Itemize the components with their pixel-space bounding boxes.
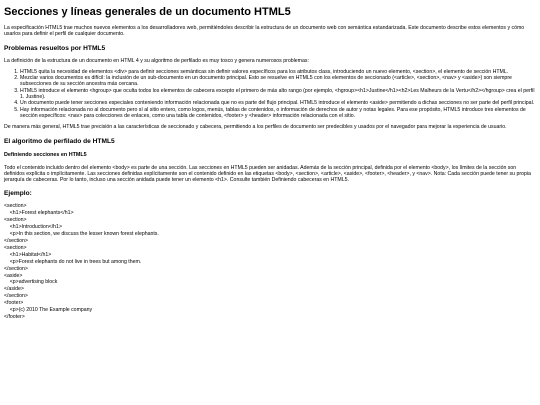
list-item: 1. HTML5 quita la necesidad de elementos <div> para definir secciones semánticas sin definir valores específicos para los atributos class, introduciendo un nuevo elemento, <section>, el elemento de sección HTML.	[20, 69, 536, 75]
algorithm-text: Todo el contenido incluido dentro del elemento <body> es parte de una sección. Las secciones en HTML5 pueden ser anidadas. Además de la sección principal, definida por el elemento <body>, los límites de la sección son definidos explícita o implícitamente. Las secciones definidas explícitamente son el contenido definido en las etiquetas <body>, <section>, <article>, <aside>, <footer>, <header>, y <nav>. Nota: Cada sección puede tener su propia jerarquía de cabeceras. Por lo tanto, incluso una sección anidada puede tener un elemento <h1>. Consulte también Definiendo cabeceras en HTML5.	[4, 164, 531, 184]
algorithm-heading: El algoritmo de perfilado de HTML5	[4, 137, 115, 145]
list-item: 3. HTML5 introduce el elemento <hgroup> que oculta todos los elementos de cabecera excepto el primero de más alto rango (por ejemplo, <hgroup><h1>Justine</h1><h2>Les Malheurs de la Vertu</h2></hgroup> crea el perfil 1. Justine).	[20, 88, 536, 101]
list-item: 5. Hay información relacionada no al documento pero sí al sitio entero, como logos, menús, tablas de contenidos, o información de derechos de autor y notas legales. Para ese propósito, HTML5 introduce tres elementos de sección específicos: <nav> para colecciones de enlaces, como una tabla de contenidos, <footer> y <header> información relacionada con el sitio.	[20, 107, 536, 120]
problems-heading: Problemas resueltos por HTML5	[4, 44, 106, 52]
list-item: 2. Mezclar varios documentos es difícil: la inclusión de un sub-documento en un documento principal. Esto se resuelve en HTML5 con los elementos de seccionado (<article>, <section>, <nav> y <aside>) son siempre subsecciones de su sección ancestra más cercana.	[20, 75, 536, 88]
list-item: 4. Un documento puede tener secciones especiales conteniendo información relacionada que no es parte del flujo principal. HTML5 introduce el elemento <aside> permitiendo a dichas secciones no ser parte del perfil principal.	[20, 100, 536, 106]
example-heading: Ejemplo:	[4, 190, 32, 198]
example-code-block: <section> <h1>Forest elephants</h1> <section> <h1>Introduction</h1> <p>In this section, we discuss the lesser known forest elephants. </section> <section> <h1>Habitat</h1> <p>Forest elephants do not live in trees but among them. </section> <aside> <p>advertising block </aside> </section> <footer> <p>(c) 2010 The Example company </footer>	[4, 203, 159, 320]
problems-lead: La definición de la estructura de un documento en HTML 4 y su algoritmo de perfilado es muy tosco y genera numerosos problemas:	[4, 57, 309, 64]
problems-closing: De manera más general, HTML5 trae precisión a las características de seccionado y cabecera, permitiendo a los perfiles de documento ser predecibles y usados por el navegador para mejorar la experiencia de usuario.	[4, 124, 507, 131]
intro-paragraph: La especificación HTML5 trae muchos nuevos elementos a los desarrolladores web, permitiéndoles describir la estructura de un documento web con semántica estandarizada. Este documento describe estos elementos y cómo usarlos para definir el perfil de cualquier documento.	[4, 25, 525, 38]
page-title: Secciones y líneas generales de un documento HTML5	[4, 6, 291, 18]
algorithm-subheading: Definiendo secciones en HTML5	[4, 151, 87, 158]
problems-list	[4, 69, 536, 119]
